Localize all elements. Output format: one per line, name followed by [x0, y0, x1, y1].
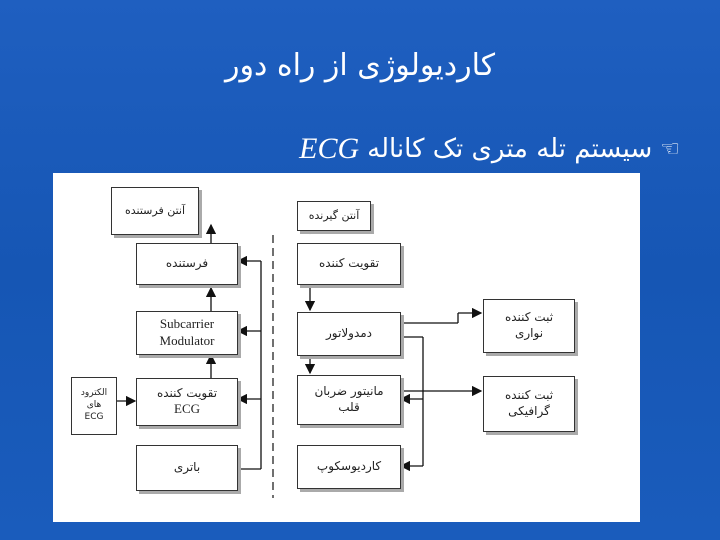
tx-antenna-label: آنتن فرستنده [124, 203, 186, 217]
subcarrier-label: Subcarrier [159, 316, 215, 332]
heart-rate-monitor-label: مانیتور ضربان قلب [314, 384, 384, 414]
electrodes-line2: های [86, 400, 102, 411]
demodulator-box [297, 312, 401, 356]
tape-recorder-label: ثبت کننده نواری [504, 310, 554, 340]
hand-pointer-icon: ☜ [660, 136, 680, 162]
electrodes-line1: الکترود [80, 388, 108, 399]
demodulator-label: دمدولاتور [325, 326, 373, 341]
ecg-amplifier-label: تقویت کننده [156, 385, 218, 400]
rx-antenna-box [297, 201, 371, 231]
bullet-suffix: ECG [299, 132, 360, 165]
bullet-text: سیستم تله متری تک کاناله [367, 134, 653, 164]
telemetry-diagram [53, 173, 640, 522]
graphic-recorder-label: ثبت کننده گرافیکی [504, 388, 554, 418]
graphic-recorder-box [483, 376, 575, 432]
ecg-amplifier-box [136, 378, 238, 426]
rx-amplifier-label: تقویت کننده [318, 256, 380, 271]
rx-antenna-label: آنتن گیرنده [308, 208, 360, 222]
battery-label: باتری [173, 460, 201, 475]
bullet-line [299, 132, 680, 166]
electrodes-line3: ECG [84, 411, 104, 422]
cardioscope-box [297, 445, 401, 489]
electrodes-box [71, 377, 117, 435]
tx-antenna-box [111, 187, 199, 235]
slide-title: کاردیولوژی از راه دور [224, 48, 496, 83]
rx-amplifier-box [297, 243, 401, 285]
cardioscope-label: کاردیوسکوپ [316, 459, 382, 474]
ecg-amplifier-latin: ECG [174, 401, 200, 417]
modulator-label: Modulator [159, 333, 215, 348]
subcarrier-modulator-box [136, 311, 238, 355]
tape-recorder-box [483, 299, 575, 353]
transmitter-box [136, 243, 238, 285]
heart-rate-monitor-box [297, 375, 401, 425]
transmitter-label: فرستنده [165, 256, 209, 271]
battery-box [136, 445, 238, 491]
